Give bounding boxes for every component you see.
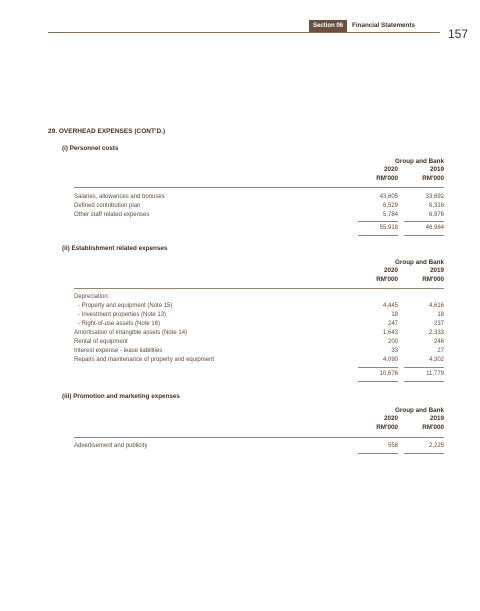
row-label: Interest expense - lease liabilities [74, 348, 163, 354]
total-row [74, 371, 444, 381]
unit-2020-header: RM'000 [376, 276, 398, 283]
page-number: 157 [448, 27, 469, 41]
total-rule [358, 367, 398, 368]
value-2019: 27 [437, 348, 444, 354]
unit-2020-header: RM'000 [376, 424, 398, 431]
value-2020: 1,643 [382, 330, 398, 336]
year-2019-header: 2019 [429, 415, 444, 422]
value-2020: 558 [387, 443, 398, 449]
year-2020-header: 2020 [383, 267, 398, 274]
total-rule [358, 235, 398, 236]
row-label: - Property and equipment (Note 15) [78, 303, 173, 309]
table-divider [74, 288, 444, 289]
row-label: Repairs and maintenance of property and equipment [74, 357, 215, 363]
total-2020: 10,676 [379, 371, 398, 377]
row-label: Depreciation: [74, 294, 110, 300]
year-2020-header: 2020 [383, 415, 398, 422]
total-rule [404, 221, 444, 222]
total-rule [404, 453, 444, 454]
total-2019: 46,984 [425, 225, 444, 231]
year-2020-header: 2020 [383, 166, 398, 173]
total-row [74, 225, 444, 235]
group-header: Group and Bank [395, 259, 444, 266]
unit-2019-header: RM'000 [422, 424, 444, 431]
total-rule [358, 453, 398, 454]
total-rule [358, 221, 398, 222]
row-label: Amortisation of intangible assets (Note 14) [74, 330, 188, 336]
value-2020: 4,445 [382, 303, 398, 309]
total-2019: 11,779 [426, 371, 444, 377]
table-row [74, 443, 444, 453]
table-row [74, 357, 444, 367]
total-rule [358, 381, 398, 382]
value-2020: 247 [387, 321, 398, 327]
value-2019: 33,692 [425, 194, 444, 200]
total-2020: 55,918 [379, 225, 398, 231]
value-2020: 6,529 [382, 203, 398, 209]
group-header: Group and Bank [395, 407, 444, 414]
value-2019: 246 [433, 339, 444, 345]
value-2020: 200 [387, 339, 398, 345]
row-label: Salaries, allowances and bonuses [74, 194, 165, 200]
establishment-title: (ii) Establishment related expenses [62, 245, 168, 252]
section-title: Financial Statements [352, 22, 415, 29]
value-2020: 4,090 [382, 357, 398, 363]
value-2019: 4,302 [428, 357, 444, 363]
table-divider [74, 437, 444, 438]
header-divider [48, 32, 440, 33]
value-2019: 4,616 [428, 303, 444, 309]
value-2020: 43,605 [379, 194, 398, 200]
value-2019: 6,976 [428, 212, 444, 218]
value-2019: 237 [433, 321, 444, 327]
personnel-title: (i) Personnel costs [62, 145, 119, 152]
value-2020: 5,784 [382, 212, 398, 218]
row-label: - Right-of-use assets (Note 16) [78, 321, 161, 327]
value-2019: 2,225 [428, 443, 444, 449]
unit-2019-header: RM'000 [422, 276, 444, 283]
row-label: Rental of equipment [74, 339, 128, 345]
row-label: Other staff related expenses [74, 212, 150, 218]
year-2019-header: 2019 [429, 166, 444, 173]
unit-2020-header: RM'000 [376, 175, 398, 182]
note-title: 29. OVERHEAD EXPENSES (CONT'D.) [48, 128, 166, 135]
unit-2019-header: RM'000 [422, 175, 444, 182]
total-rule [404, 381, 444, 382]
row-label: Defined contribution plan [74, 203, 141, 209]
value-2020: 33 [391, 348, 398, 354]
row-label: Advertisement and publicity [74, 443, 148, 449]
value-2020: 18 [391, 312, 398, 318]
value-2019: 18 [437, 312, 444, 318]
table-divider [74, 187, 444, 188]
value-2019: 6,316 [428, 203, 444, 209]
total-rule [404, 235, 444, 236]
value-2019: 2,333 [428, 330, 444, 336]
promotion-title: (iii) Promotion and marketing expenses [62, 393, 180, 400]
section-tab: Section 06 [309, 20, 347, 32]
group-header: Group and Bank [395, 158, 444, 165]
total-rule [404, 367, 444, 368]
year-2019-header: 2019 [429, 267, 444, 274]
row-label: - Investment properties (Note 13) [78, 312, 167, 318]
